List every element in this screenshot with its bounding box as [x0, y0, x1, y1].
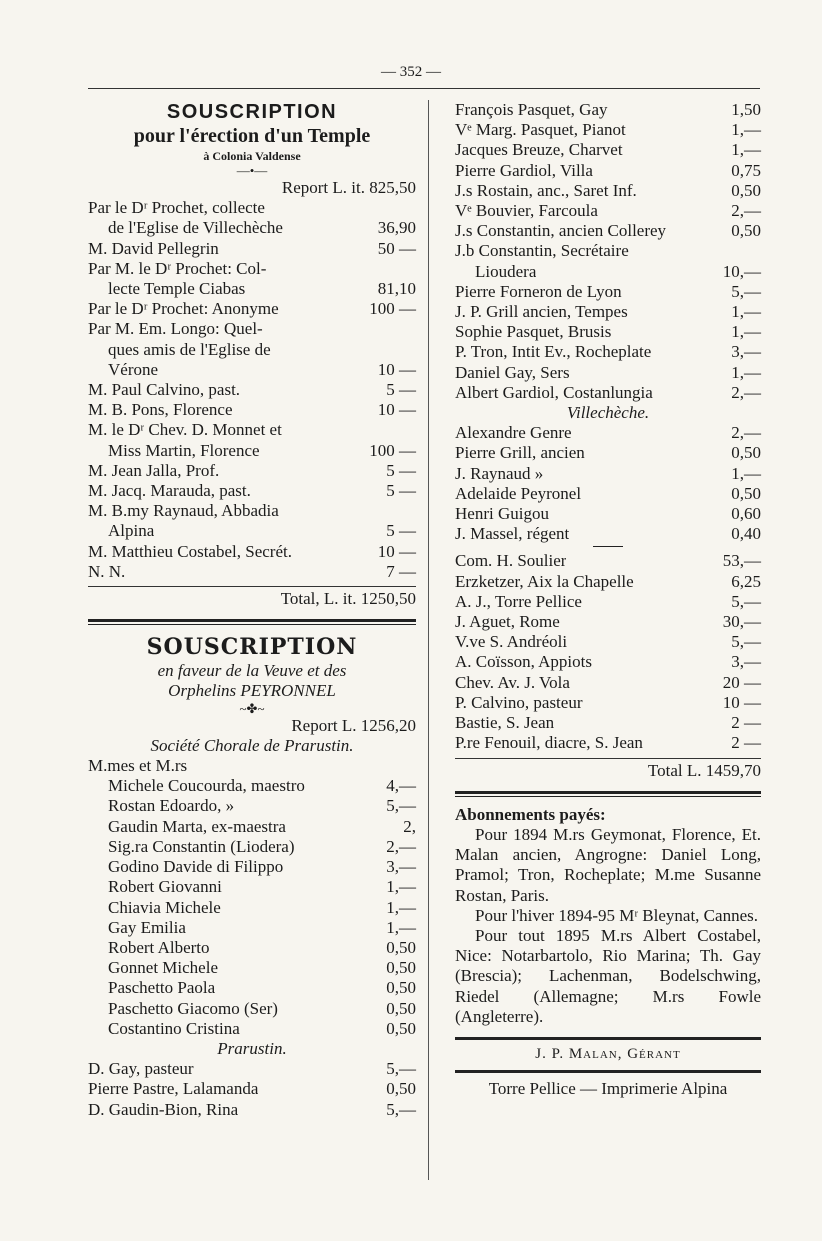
- entry-name: Albert Gardiol, Costanlungia: [455, 382, 653, 402]
- entry-amount: [412, 198, 416, 218]
- entry-amount: 10 —: [377, 359, 416, 379]
- entry-amount: 10 —: [377, 400, 416, 420]
- entry-name: Par M. le Dʳ Prochet: Col-: [88, 258, 267, 278]
- entry-amount: 1,—: [386, 897, 416, 917]
- list-item: [108, 837, 416, 857]
- list-item: [88, 461, 416, 481]
- entry-name: J. Massel, régent: [455, 524, 570, 544]
- entry-name: Par le Dʳ Prochet: Anonyme: [88, 299, 279, 319]
- entry-name: Robert Giovanni: [108, 877, 222, 897]
- list-item: [455, 572, 761, 592]
- entry-name: M. Paul Calvino, past.: [88, 380, 241, 400]
- list-item: [88, 380, 416, 400]
- entry-amount: 0,50: [731, 443, 761, 463]
- entry-amount: 4,—: [386, 776, 416, 796]
- entry-amount: [757, 241, 761, 261]
- entry-amount: 2,—: [386, 836, 416, 856]
- entry-amount: 6,25: [731, 571, 761, 591]
- entry-amount: 1,—: [731, 362, 761, 382]
- entry-name: Paschetto Giacomo (Ser): [108, 998, 278, 1018]
- list-item: [88, 542, 416, 562]
- entry-amount: 53,—: [722, 551, 761, 571]
- list-item: [455, 612, 761, 632]
- entry-amount: [412, 501, 416, 521]
- subscription-list-1: [88, 198, 416, 582]
- entry-amount: 1,—: [731, 120, 761, 140]
- printer-line: Torre Pellice — Imprimerie Alpina: [488, 1079, 728, 1099]
- subscription-place-1: à Colonia Valdense: [203, 149, 301, 163]
- list-item: [455, 181, 761, 201]
- entry-amount: 0,50: [386, 1079, 416, 1099]
- entry-name: Erzketzer, Aix la Chapelle: [455, 571, 634, 591]
- list-item: [88, 319, 416, 339]
- list-item: [88, 521, 416, 541]
- list-item: [455, 652, 761, 672]
- list-item: [455, 221, 761, 241]
- list-item: [455, 423, 761, 443]
- entry-amount: [412, 319, 416, 339]
- entry-amount: 5 —: [386, 460, 416, 480]
- entry-name: Sophie Pasquet, Brusis: [455, 322, 612, 342]
- list-item: [88, 239, 416, 259]
- entry-amount: 7 —: [386, 561, 416, 581]
- entry-name: M. B.my Raynaud, Abbadia: [88, 501, 279, 521]
- list-item: [88, 441, 416, 461]
- entry-amount: [412, 420, 416, 440]
- entry-amount: 1,—: [731, 322, 761, 342]
- list-item: [455, 140, 761, 160]
- list-item: [88, 481, 416, 501]
- entry-amount: 0,75: [731, 160, 761, 180]
- entry-amount: 0,50: [386, 1018, 416, 1038]
- list-item: [88, 218, 416, 238]
- entry-amount: 0,50: [386, 937, 416, 957]
- gerant-line: J. P. Malan, Gérant: [535, 1045, 681, 1062]
- entry-amount: 0,50: [386, 978, 416, 998]
- entry-name: Paschetto Paola: [108, 978, 216, 998]
- entry-name: Michele Coucourda, maestro: [108, 776, 305, 796]
- entry-amount: 5 —: [386, 521, 416, 541]
- entry-name: Jacques Breuze, Charvet: [455, 140, 623, 160]
- list-item: [455, 693, 761, 713]
- list-item: [108, 938, 416, 958]
- section-rule-thick: [88, 619, 416, 622]
- list-item: [455, 673, 761, 693]
- entry-name: François Pasquet, Gay: [455, 100, 608, 119]
- entry-name: Pierre Gardiol, Villa: [455, 160, 593, 180]
- entry-amount: 3,—: [731, 652, 761, 672]
- header-rule: [88, 88, 760, 89]
- entry-amount: 1,—: [731, 463, 761, 483]
- list-item: [455, 713, 761, 733]
- list-item: [455, 120, 761, 140]
- group-heading: M.mes et M.rs: [88, 756, 188, 776]
- entry-name: Par le Dʳ Prochet, collecte: [88, 198, 265, 218]
- entry-amount: 5,—: [731, 632, 761, 652]
- abonnements-para-1: Pour 1894 M.rs Geymonat, Florence, Et. Malan ancien, Angrogne: Daniel Long, Pramol; Tron, Rocheplate; M.me Susanne Rostan, Paris.: [455, 824, 761, 905]
- entry-name: M. David Pellegrin: [88, 238, 219, 258]
- entry-amount: 100 —: [369, 440, 416, 460]
- entry-name: J. Aguet, Rome: [455, 612, 560, 632]
- entry-amount: 3,—: [386, 857, 416, 877]
- entry-name: M. Jean Jalla, Prof.: [88, 460, 220, 480]
- entry-name: Henri Guigou: [455, 504, 549, 524]
- entry-amount: 2 —: [731, 733, 761, 753]
- entry-amount: 2,—: [731, 201, 761, 221]
- list-item: [455, 322, 761, 342]
- subscription-list-3: [88, 1059, 416, 1120]
- list-item: [455, 524, 761, 544]
- footer-rule-2: [455, 1070, 761, 1073]
- entry-amount: 5,—: [386, 796, 416, 816]
- list-item: [455, 443, 761, 463]
- list-item: [108, 796, 416, 816]
- list-item: [88, 198, 416, 218]
- list-item: [88, 1059, 416, 1079]
- entry-amount: 0,50: [386, 998, 416, 1018]
- list-item: [455, 383, 761, 403]
- list-item: [455, 363, 761, 383]
- list-item: [455, 484, 761, 504]
- list-item: [455, 504, 761, 524]
- entry-amount: [412, 340, 416, 360]
- entry-name: Daniel Gay, Sers: [455, 362, 570, 382]
- entry-amount: 5,—: [386, 1099, 416, 1119]
- list-item: [455, 100, 761, 120]
- entry-name: Rostan Edoardo, »: [108, 796, 235, 816]
- entry-amount: 5,—: [731, 281, 761, 301]
- list-item: [88, 279, 416, 299]
- entry-name: P. Calvino, pasteur: [455, 692, 583, 712]
- entry-amount: 1,—: [386, 877, 416, 897]
- list-item: [88, 259, 416, 279]
- list-item: [455, 632, 761, 652]
- entry-amount: 2 —: [731, 713, 761, 733]
- entry-amount: 10,—: [722, 261, 761, 281]
- entry-amount: 81,10: [377, 279, 416, 299]
- subscription-subtitle-2b: Orphelins PEYRONNEL: [168, 681, 336, 701]
- entry-amount: 1,50: [731, 100, 761, 119]
- entry-amount: 3,—: [731, 342, 761, 362]
- section-rule-thin-right: [455, 796, 761, 797]
- section-rule-thick-right: [455, 791, 761, 794]
- abonnements-para-2: Pour l'hiver 1894-95 Mʳ Bleynat, Cannes.: [475, 905, 758, 925]
- list-item: [108, 958, 416, 978]
- entry-name: Gaudin Marta, ex-maestra: [108, 816, 286, 836]
- entry-amount: 5 —: [386, 481, 416, 501]
- subscription-subtitle-1: pour l'érection d'un Temple: [133, 125, 371, 147]
- list-item: [88, 360, 416, 380]
- entry-name: de l'Eglise de Villechèche: [108, 218, 283, 238]
- right-column: [455, 100, 761, 1099]
- entry-name: Gonnet Michele: [108, 958, 218, 978]
- report-1: Report L. it. 825,50: [281, 178, 416, 197]
- list-item: [455, 262, 761, 282]
- list-item: [108, 857, 416, 877]
- list-item: [88, 1079, 416, 1099]
- subscription-list-5: [455, 423, 761, 544]
- list-item: [88, 501, 416, 521]
- list-item: [108, 978, 416, 998]
- entry-name: Robert Alberto: [108, 937, 210, 957]
- entry-amount: 10 —: [377, 541, 416, 561]
- subscription-list-2: [88, 776, 416, 1039]
- entry-amount: 0,60: [731, 504, 761, 524]
- list-item: [455, 241, 761, 261]
- entry-name: M. B. Pons, Florence: [88, 400, 233, 420]
- left-column: [88, 100, 416, 1120]
- subscription-subtitle-2a: en faveur de la Veuve et des: [157, 661, 347, 681]
- section-rule-thin: [88, 624, 416, 625]
- entry-name: Gay Emilia: [108, 917, 186, 937]
- entry-amount: 1,—: [731, 140, 761, 160]
- entry-amount: 100 —: [369, 299, 416, 319]
- entry-amount: 2,: [403, 816, 416, 836]
- entry-name: M. Matthieu Costabel, Secrét.: [88, 541, 292, 561]
- entry-amount: 0,50: [731, 483, 761, 503]
- entry-amount: 1,—: [386, 917, 416, 937]
- list-item: [88, 420, 416, 440]
- entry-amount: 5,—: [731, 591, 761, 611]
- entry-amount: 30,—: [722, 612, 761, 632]
- list-item: [108, 776, 416, 796]
- subscription-list-6: [455, 551, 761, 753]
- entry-name: Com. H. Soulier: [455, 551, 567, 571]
- entry-name: V.ve S. Andréoli: [455, 632, 568, 652]
- entry-name: Chiavia Michele: [108, 897, 221, 917]
- entry-amount: 5 —: [386, 380, 416, 400]
- entry-name: D. Gaudin-Bion, Rina: [88, 1099, 239, 1119]
- entry-amount: [412, 259, 416, 279]
- entry-name: Adelaide Peyronel: [455, 483, 582, 503]
- list-item: [88, 562, 416, 582]
- entry-amount: 50 —: [377, 238, 416, 258]
- abonnements-para-3: Pour tout 1895 M.rs Albert Costabel, Nice: Notarbartolo, Rio Marina; Th. Gay (Brescia); Lachenman, Bodelschwing, Riedel (Allemagne; M.rs Fowle (Angleterre).: [455, 925, 761, 1026]
- entry-name: A. Coïsson, Appiots: [455, 652, 592, 672]
- entry-amount: 1,—: [731, 302, 761, 322]
- entry-amount: 0,50: [386, 958, 416, 978]
- list-item: [108, 817, 416, 837]
- entry-name: ques amis de l'Eglise de: [108, 339, 271, 359]
- short-rule: [593, 546, 623, 547]
- subscription-list-4: [455, 100, 761, 403]
- list-item: [455, 733, 761, 753]
- entry-name: Chev. Av. J. Vola: [455, 672, 570, 692]
- entry-amount: 2,—: [731, 382, 761, 402]
- subscription-title-2: SOUSCRIPTION: [146, 634, 358, 661]
- list-item: [108, 1019, 416, 1039]
- entry-name: J.s Constantin, ancien Collerey: [455, 221, 667, 241]
- entry-name: Alexandre Genre: [455, 423, 572, 443]
- list-item: [455, 464, 761, 484]
- entry-amount: 0,50: [731, 221, 761, 241]
- total-2: Total L. 1459,70: [455, 758, 761, 781]
- entry-name: J.s Rostain, anc., Saret Inf.: [455, 180, 637, 200]
- list-item: [455, 592, 761, 612]
- list-item: [455, 201, 761, 221]
- list-item: [88, 1100, 416, 1120]
- entry-amount: 0,50: [731, 180, 761, 200]
- entry-name: P. Tron, Intit Ev., Rocheplate: [455, 342, 652, 362]
- entry-name: Vᵉ Marg. Pasquet, Pianot: [455, 120, 626, 140]
- list-item: [455, 302, 761, 322]
- ornament-2: ~✤~: [239, 700, 265, 716]
- list-item: [455, 282, 761, 302]
- entry-amount: 10 —: [722, 692, 761, 712]
- entry-name: Alpina: [108, 521, 155, 541]
- entry-name: Godino Davide di Filippo: [108, 857, 284, 877]
- list-item: [455, 551, 761, 571]
- entry-amount: 2,—: [731, 423, 761, 443]
- list-item: [108, 898, 416, 918]
- abonnements-heading: Abonnements payés:: [455, 804, 606, 824]
- entry-name: P.re Fenouil, diacre, S. Jean: [455, 733, 643, 753]
- list-item: [108, 877, 416, 897]
- list-item: [108, 918, 416, 938]
- entry-name: Pierre Pastre, Lalamanda: [88, 1079, 259, 1099]
- entry-name: M. Jacq. Marauda, past.: [88, 481, 251, 501]
- entry-name: J.b Constantin, Secrétaire: [455, 241, 629, 261]
- entry-name: J. Raynaud »: [455, 463, 544, 483]
- page-number: — 352 —: [381, 64, 441, 80]
- entry-name: Pierre Forneron de Lyon: [455, 281, 622, 301]
- entry-name: Miss Martin, Florence: [108, 440, 260, 460]
- entry-amount: 5,—: [386, 1059, 416, 1079]
- entry-name: Sig.ra Constantin (Liodera): [108, 836, 295, 856]
- entry-name: N. N.: [88, 561, 126, 581]
- entry-name: M. le Dʳ Chev. D. Monnet et: [88, 420, 282, 440]
- ornament-1: —•—: [236, 163, 268, 178]
- list-item: [455, 342, 761, 362]
- entry-amount: 0,40: [731, 524, 761, 544]
- report-2: Report L. 1256,20: [291, 715, 416, 735]
- total-1: Total, L. it. 1250,50: [88, 586, 416, 609]
- subscription-title-1: SOUSCRIPTION: [166, 101, 338, 123]
- entry-name: Vérone: [108, 359, 159, 379]
- list-item: [455, 161, 761, 181]
- list-item: [88, 340, 416, 360]
- entry-name: Bastie, S. Jean: [455, 713, 555, 733]
- entry-name: Lioudera: [475, 261, 537, 281]
- list-item: [88, 400, 416, 420]
- entry-name: J. P. Grill ancien, Tempes: [455, 302, 628, 322]
- entry-name: Vᵉ Bouvier, Farcoula: [455, 201, 598, 221]
- list-item: [88, 299, 416, 319]
- entry-name: Par M. Em. Longo: Quel-: [88, 319, 263, 339]
- entry-name: A. J., Torre Pellice: [455, 591, 582, 611]
- column-divider: [428, 100, 429, 1180]
- list-item: [108, 999, 416, 1019]
- place-heading-prarustin: Prarustin.: [217, 1038, 287, 1058]
- entry-name: lecte Temple Ciabas: [108, 279, 246, 299]
- place-heading-villecheche: Villechèche.: [566, 403, 650, 423]
- society-heading: Société Chorale de Prarustin.: [150, 735, 354, 755]
- entry-name: D. Gay, pasteur: [88, 1059, 194, 1079]
- entry-name: Costantino Cristina: [108, 1018, 240, 1038]
- entry-name: Pierre Grill, ancien: [455, 443, 585, 463]
- entry-amount: 36,90: [377, 218, 416, 238]
- entry-amount: 20 —: [722, 672, 761, 692]
